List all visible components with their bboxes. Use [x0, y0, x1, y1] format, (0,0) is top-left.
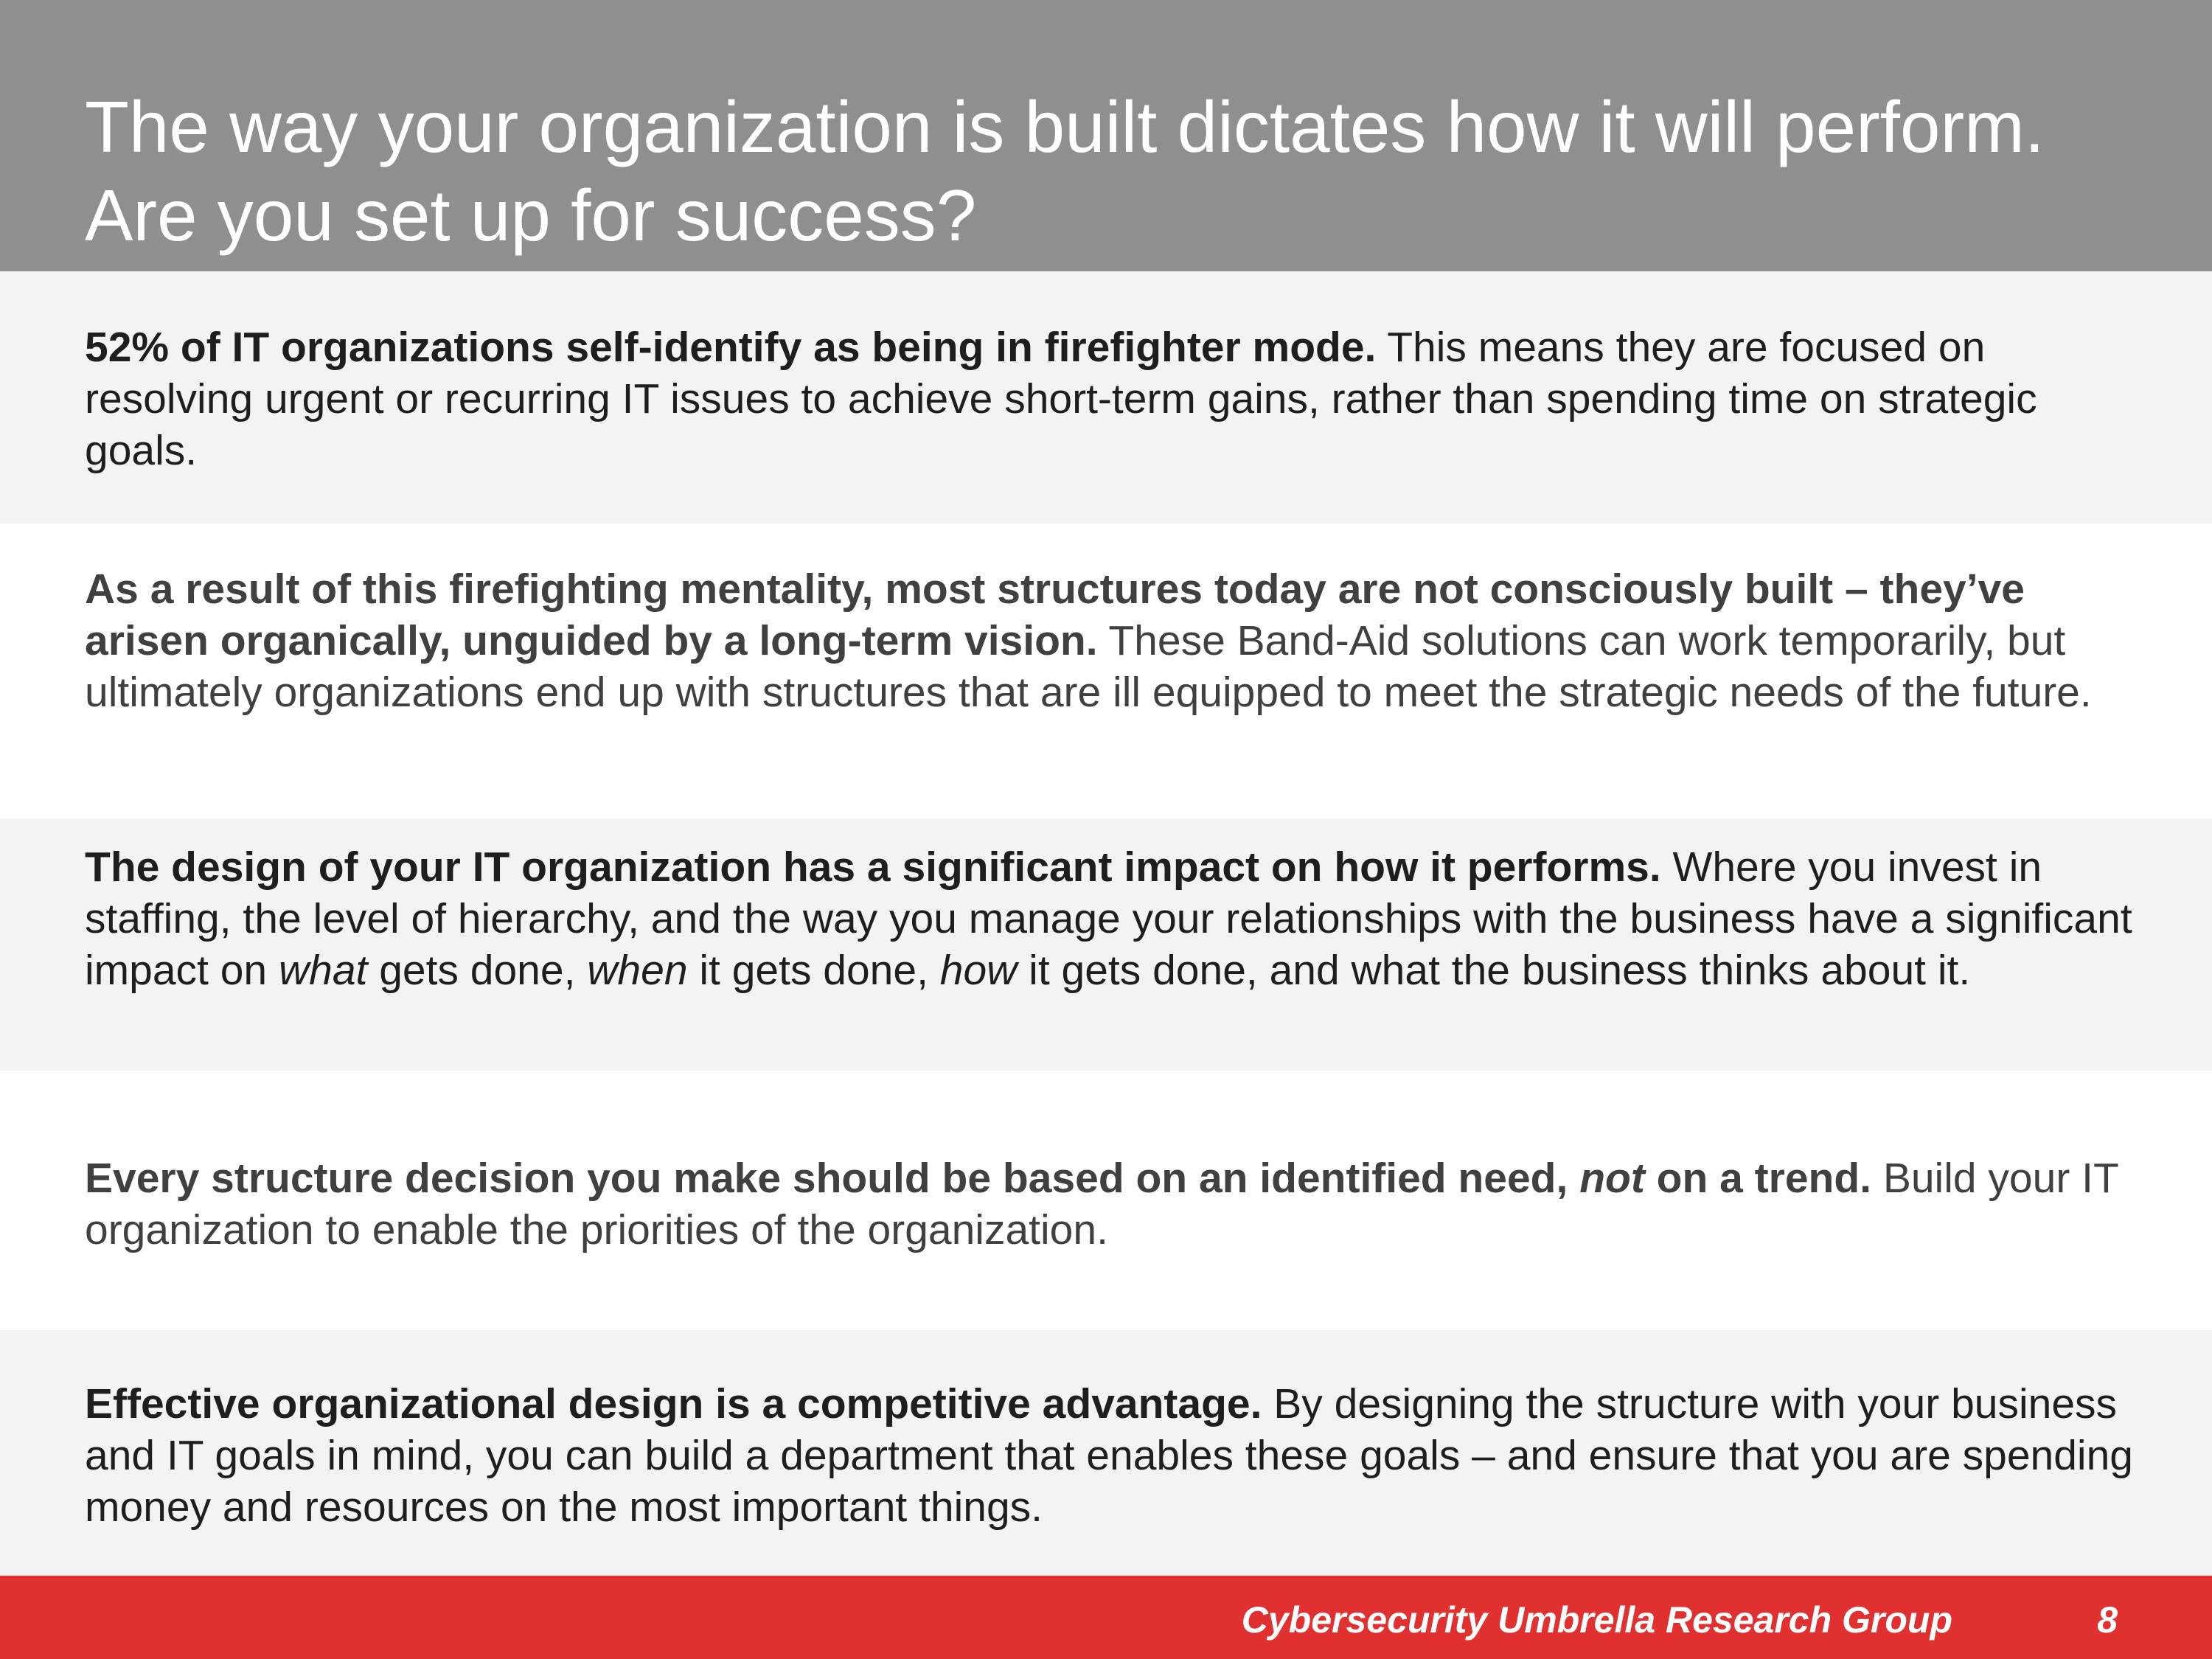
- paragraph-lead: The design of your IT organization has a significant impact on how it performs.: [85, 844, 1661, 891]
- paragraph-lead: 52% of IT organizations self-identify as being in firefighter mode.: [85, 324, 1377, 371]
- paragraph-body: These Band-Aid solutions can work temporarily, but ultimately organizations end up with structures that are ill equipped to meet the strategic needs of the future.: [85, 617, 2092, 716]
- slide-title: [85, 83, 2179, 260]
- paragraph-design-impact: [85, 841, 2149, 996]
- page-number: 8: [2097, 1599, 2118, 1641]
- slide-title-line-1: The way your organization is built dictates how it will perform.: [85, 86, 2045, 167]
- paragraph-body: By designing the structure with your business and IT goals in mind, you can build a department that enables these goals – and ensure that you are spending money and resources on the most important things.: [85, 1380, 2133, 1531]
- slide-footer: [0, 1576, 2212, 1659]
- emphasis-how: how: [939, 947, 1018, 994]
- emphasis-when: when: [587, 947, 688, 994]
- paragraph-lead: Effective organizational design is a competitive advantage.: [85, 1380, 1262, 1427]
- paragraph-lead: As a result of this firefighting mentality, most structures today are not consciously built – they’ve arisen organically, unguided by a long-term vision.: [85, 566, 2025, 664]
- paragraph-firefighter-mode: [85, 321, 2149, 476]
- paragraph-lead-part: Every structure decision you make should be based on an identified need,: [85, 1155, 1580, 1202]
- paragraph-firefighting-mentality: [85, 563, 2149, 718]
- paragraph-body: it gets done, and what the business thinks about it.: [1017, 947, 1971, 994]
- emphasis-not: not: [1579, 1155, 1645, 1202]
- paragraph-body: This means they are focused on resolving urgent or recurring IT issues to achieve short-term gains, rather than spending time on strategic goals.: [85, 324, 2037, 474]
- slide-header: [0, 0, 2212, 271]
- paragraph-structure-decision: [85, 1152, 2149, 1256]
- paragraph-body: it gets done,: [687, 947, 940, 994]
- slide-title-line-2: Are you set up for success?: [85, 175, 977, 256]
- paragraph-competitive-advantage: [85, 1378, 2149, 1533]
- paragraph-body: Where you invest in staffing, the level of hierarchy, and the way you manage your relationships with the business have a significant impact on: [85, 844, 2132, 994]
- paragraph-body: gets done,: [367, 947, 588, 994]
- paragraph-lead: [85, 1155, 1871, 1202]
- paragraph-lead-part: on a trend.: [1644, 1155, 1871, 1202]
- emphasis-what: what: [278, 947, 368, 994]
- footer-organization: Cybersecurity Umbrella Research Group: [1241, 1599, 1952, 1641]
- paragraph-body: Build your IT organization to enable the priorities of the organization.: [85, 1155, 2118, 1253]
